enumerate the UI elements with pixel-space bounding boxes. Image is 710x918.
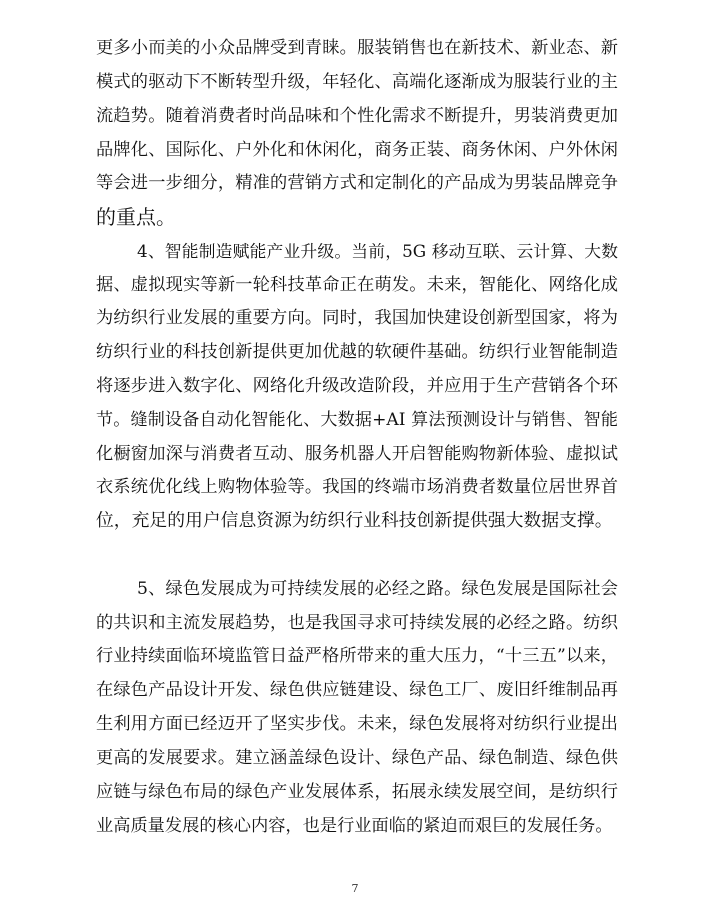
paragraph-3-line-2: 的共识和主流发展趋势，也是我国寻求可持续发展的必经之路。纺织 (96, 613, 618, 633)
page-number: 7 (351, 882, 359, 895)
paragraph-2-line-5: 将逐步进入数字化、网络化升级改造阶段，并应用于生产营销各个环 (96, 376, 618, 396)
paragraph-2-line-1: 4、智能制造赋能产业升级。当前，5G 移动互联、云计算、大数 (137, 241, 618, 261)
paragraph-3-line-6: 更高的发展要求。建立涵盖绿色设计、绿色产品、绿色制造、绿色供 (96, 748, 618, 768)
paragraph-3-line-5: 生利用方面已经迈开了坚实步伐。未来，绿色发展将对纺织行业提出 (96, 714, 618, 734)
paragraph-1-line-6: 的重点。 (96, 205, 176, 229)
paragraph-1-line-1: 更多小而美的小众品牌受到青睐。服装销售也在新技术、新业态、新 (96, 38, 618, 58)
paragraph-1-line-3: 流趋势。随着消费者时尚品味和个性化需求不断提升，男装消费更加 (96, 106, 618, 126)
paragraph-2-line-9: 位，充足的用户信息资源为纺织行业科技创新提供强大数据支撑。 (96, 510, 613, 531)
paragraph-2-line-2: 据、虚拟现实等新一轮科技革命正在萌发。未来，智能化、网络化成 (96, 275, 618, 295)
paragraph-3-line-8: 业高质量发展的核心内容，也是行业面临的紧迫而艰巨的发展任务。 (96, 816, 613, 836)
paragraph-3-line-7: 应链与绿色布局的绿色产业发展体系，拓展永续发展空间，是纺织行 (96, 782, 618, 802)
paragraph-2-line-7: 化橱窗加深与消费者互动、服务机器人开启智能购物新体验、虚拟试 (96, 444, 618, 464)
paragraph-2-line-4: 纺织行业的科技创新提供更加优越的软硬件基础。纺织行业智能制造 (96, 342, 618, 362)
paragraph-2-line-6: 节。缝制设备自动化智能化、大数据+AI 算法预测设计与销售、智能 (96, 410, 618, 430)
paragraph-2-line-3: 为纺织行业发展的重要方向。同时，我国加快建设创新型国家，将为 (96, 308, 618, 328)
paragraph-1-line-2: 模式的驱动下不断转型升级，年轻化、高端化逐渐成为服装行业的主 (96, 72, 618, 92)
paragraph-3-line-1: 5、绿色发展成为可持续发展的必经之路。绿色发展是国际社会 (137, 579, 618, 599)
paragraph-3-line-3: 行业持续面临环境监管日益严格所带来的重大压力，“十三五”以来， (96, 646, 618, 666)
paragraph-2-line-8: 衣系统优化线上购物体验等。我国的终端市场消费者数量位居世界首 (96, 477, 618, 497)
paragraph-1-line-4: 品牌化、国际化、户外化和休闲化，商务正装、商务休闲、户外休闲 (96, 140, 618, 160)
paragraph-3-line-4: 在绿色产品设计开发、绿色供应链建设、绿色工厂、废旧纤维制品再 (96, 680, 618, 700)
paragraph-1-line-5: 等会进一步细分，精准的营销方式和定制化的产品成为男装品牌竞争 (96, 173, 618, 193)
